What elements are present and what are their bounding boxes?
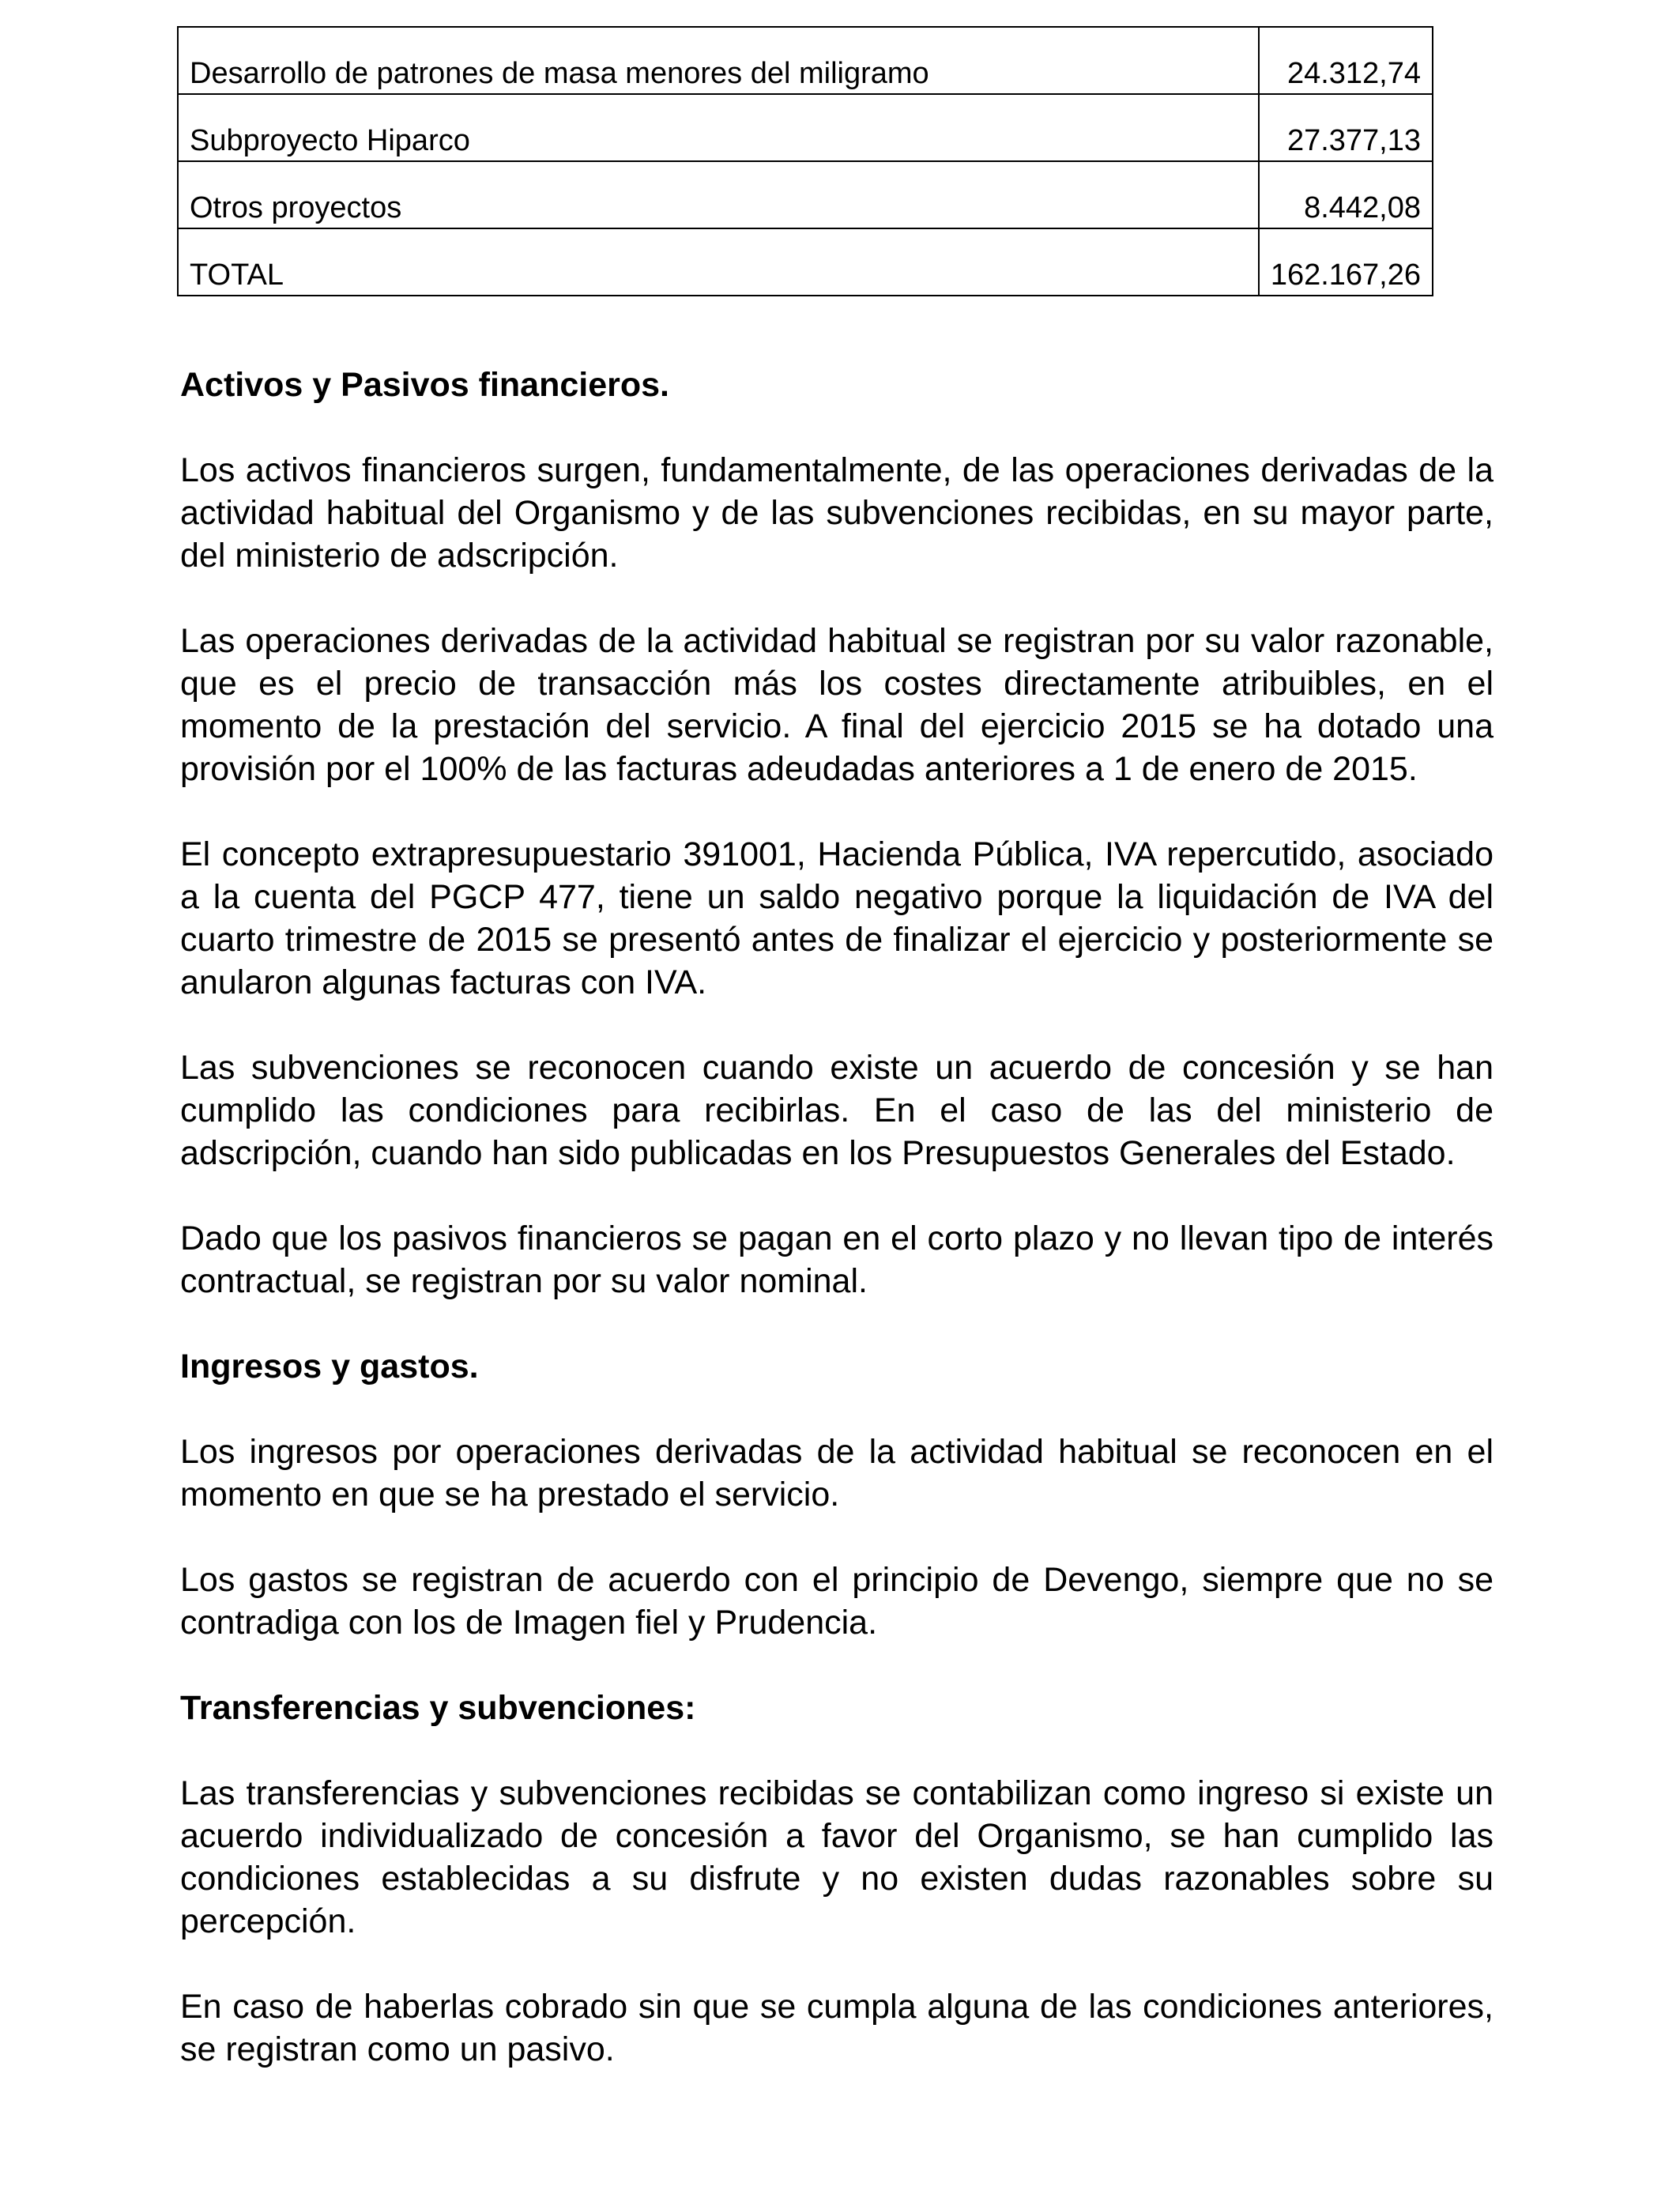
table-cell-concept: Otros proyectos: [178, 161, 1259, 228]
table-row-total: [178, 228, 1433, 296]
spacer: [180, 1943, 1494, 1985]
paragraph: Los ingresos por operaciones derivadas de la actividad habitual se reconocen en el momento en que se ha prestado el servicio.: [180, 1433, 1494, 1514]
paragraph: Las subvenciones se reconocen cuando existe un acuerdo de concesión y se han cumplido las condiciones para recibirlas. En el caso de las del ministerio de adscripción, cuando han sido publicadas en los Presupuestos Generales del Estado.: [180, 1049, 1494, 1172]
project-amounts-table: [177, 26, 1433, 296]
paragraph: Los gastos se registran de acuerdo con el principio de Devengo, siempre que no se contradiga con los de Imagen fiel y Prudencia.: [180, 1561, 1494, 1642]
table-cell-amount: 8.442,08: [1259, 161, 1433, 228]
spacer: [180, 1644, 1494, 1687]
spacer: [180, 1388, 1494, 1431]
paragraph: Los activos financieros surgen, fundamentalmente, de las operaciones derivadas de la actividad habitual del Organismo y de las subvenciones recibidas, en su mayor parte, del ministerio de adscripción.: [180, 451, 1494, 575]
table-cell-amount: 27.377,13: [1259, 94, 1433, 161]
spacer: [180, 1174, 1494, 1217]
spacer: [180, 1516, 1494, 1559]
paragraph: En caso de haberlas cobrado sin que se cumpla alguna de las condiciones anteriores, se registran como un pasivo.: [180, 1988, 1494, 2068]
table-row: [178, 94, 1433, 161]
table-row: [178, 161, 1433, 228]
spacer: [180, 790, 1494, 833]
spacer: [180, 1004, 1494, 1046]
paragraph: Las operaciones derivadas de la actividad habitual se registran por su valor razonable, que es el precio de transacción más los costes directamente atribuibles, en el momento de la prestación del servicio. A final del ejercicio 2015 se ha dotado una provisión por el 100% de las facturas adeudadas anteriores a 1 de enero de 2015.: [180, 622, 1494, 788]
paragraph: El concepto extrapresupuestario 391001, Hacienda Pública, IVA repercutido, asociado a la cuenta del PGCP 477, tiene un saldo negativo porque la liquidación de IVA del cuarto trimestre de 2015 se presentó antes de finalizar el ejercicio y posteriormente se anularon algunas facturas con IVA.: [180, 835, 1494, 1001]
table-cell-concept: Desarrollo de patrones de masa menores del miligramo: [178, 27, 1259, 94]
spacer: [180, 1302, 1494, 1345]
table-cell-total-amount: 162.167,26: [1259, 228, 1433, 296]
section-heading-ingresos-gastos: Ingresos y gastos.: [180, 1348, 479, 1385]
document-body: [180, 364, 1494, 2071]
section-heading-transferencias: Transferencias y subvenciones:: [180, 1689, 696, 1727]
spacer: [180, 577, 1494, 620]
paragraph: Dado que los pasivos financieros se pagan en el corto plazo y no llevan tipo de interés contractual, se registran por su valor nominal.: [180, 1220, 1494, 1300]
spacer: [180, 1729, 1494, 1772]
spacer: [180, 406, 1494, 449]
table-cell-total-label: TOTAL: [178, 228, 1259, 296]
paragraph: Las transferencias y subvenciones recibidas se contabilizan como ingreso si existe un acuerdo individualizado de concesión a favor del Organismo, se han cumplido las condiciones establecidas a su disfrute y no existen dudas razonables sobre su percepción.: [180, 1774, 1494, 1940]
table-cell-concept: Subproyecto Hiparco: [178, 94, 1259, 161]
table-row: [178, 27, 1433, 94]
section-heading-activos-pasivos: Activos y Pasivos financieros.: [180, 366, 669, 404]
table-cell-amount: 24.312,74: [1259, 27, 1433, 94]
